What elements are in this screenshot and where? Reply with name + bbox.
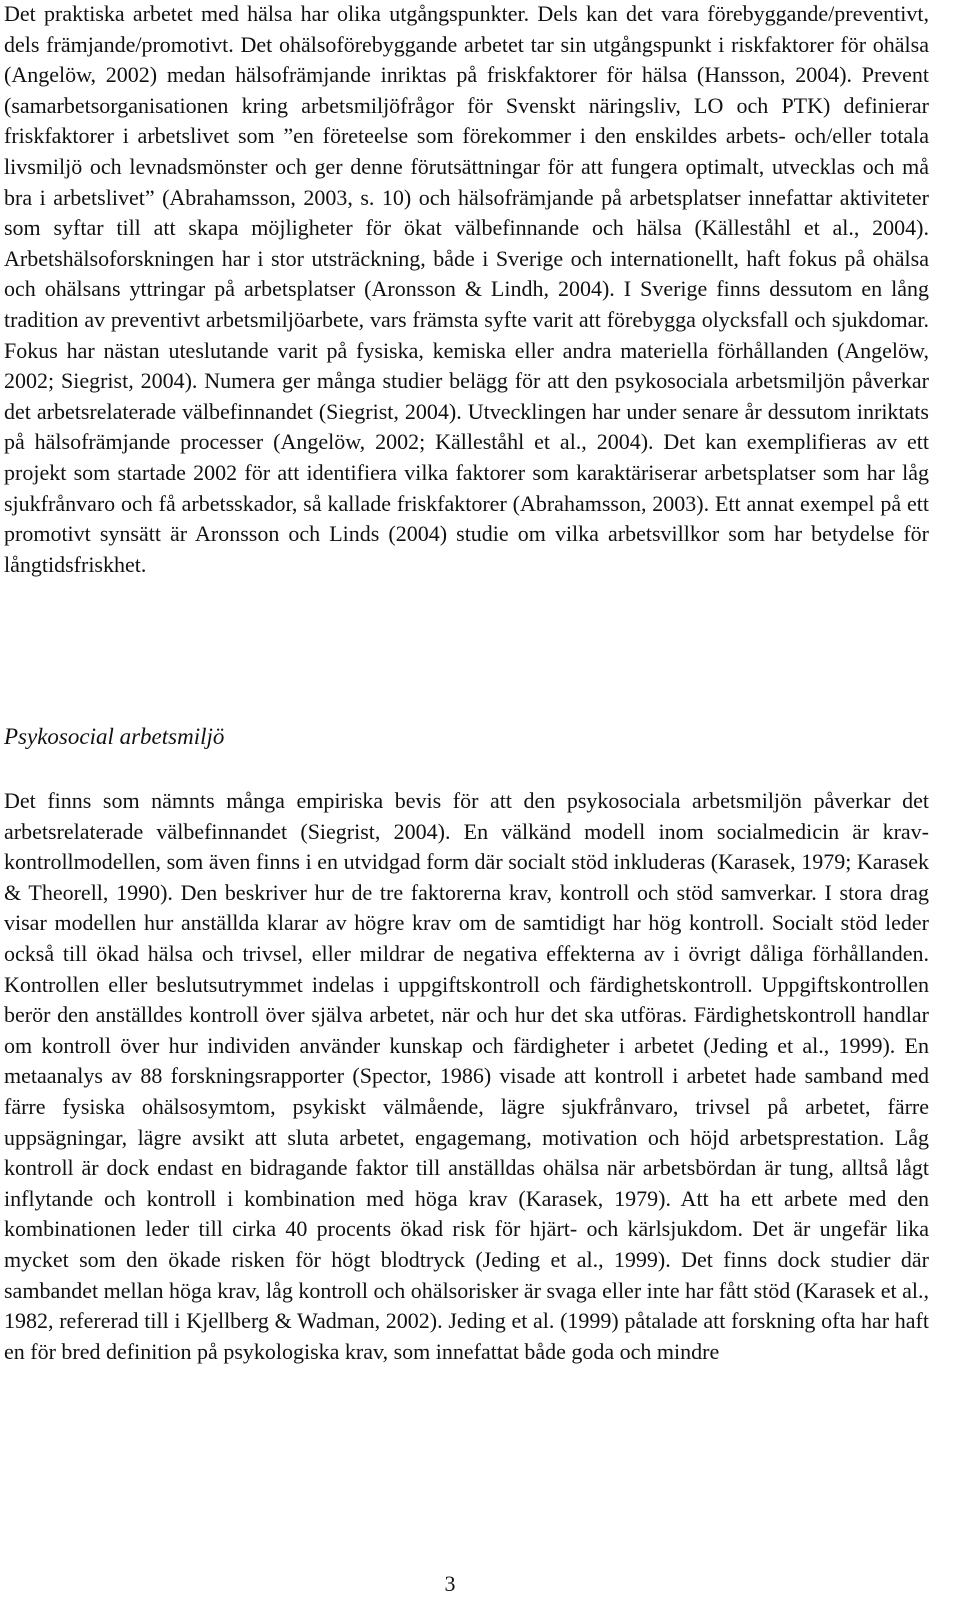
body-paragraph-health-work: Det praktiska arbetet med hälsa har olika utgångspunkter. Dels kan det vara förebyggande/preventivt, dels främjande/promotivt. Det ohälsoförebyggande arbetet tar sin utgångspunkt i riskfaktorer för ohälsa (Angelöw, 2002) medan hälsofrämjande inriktas på friskfaktorer för hälsa (Hansson, 2004). Prevent (samarbetsorganisationen kring arbetsmiljöfrågor för Svenskt näringsliv, LO och PTK) definierar friskfaktorer i arbetslivet som ”en företeelse som förekommer i den enskildes arbets- och/eller totala livsmiljö och levnadsmönster och ger denne förutsättningar för att fungera optimalt, utvecklas och må bra i arbetslivet” (Abrahamsson, 2003, s. 10) och hälsofrämjande på arbetsplatser innefattar aktiviteter som syftar till att skapa möjligheter för ökat välbefinnande och hälsa (Källeståhl et al., 2004). Arbetshälsoforskningen har i stor utsträckning, både i Sverige och internationellt, haft fokus på ohälsa och ohälsans yttringar på arbetsplatser (Aronsson & Lindh, 2004). I Sverige finns dessutom en lång tradition av preventivt arbetsmiljöarbete, vars främsta syfte varit att förebygga olycksfall och sjukdomar. Fokus har nästan uteslutande varit på fysiska, kemiska eller andra materiella förhållanden (Angelöw, 2002; Siegrist, 2004). Numera ger många studier belägg för att den psykosociala arbetsmiljön påverkar det arbetsrelaterade välbefinnandet (Siegrist, 2004). Utvecklingen har under senare år dessutom inriktats på hälsofrämjande processer (Angelöw, 2002; Källeståhl et al., 2004). Det kan exemplifieras av ett projekt som startade 2002 för att identifiera vilka faktorer som karaktäriserar arbetsplatser som har låg sjukfrånvaro och få arbetsskador, så kallade friskfaktorer (Abrahamsson, 2003). Ett annat exempel på ett promotivt synsätt är Aronsson och Linds (2004) studie om vilka arbetsvillkor som har betydelse för långtidsfriskhet. [4,1,929,577]
section-heading: Psykosocial arbetsmiljö [4,724,225,749]
page-number: 3 [444,1571,456,1596]
body-paragraph-psychosocial: Det finns som nämnts många empiriska bevis för att den psykosociala arbetsmiljön påverkar det arbetsrelaterade välbefinnandet (Siegrist, 2004). En välkänd modell inom socialmedicin är krav-kontrollmodellen, som även finns i en utvidgad form där socialt stöd inkluderas (Karasek, 1979; Karasek & Theorell, 1990). Den beskriver hur de tre faktorerna krav, kontroll och stöd samverkar. I stora drag visar modellen hur anställda klarar av högre krav om de samtidigt har hög kontroll. Socialt stöd leder också till ökad hälsa och trivsel, eller mildrar de negativa effekterna av i övrigt dåliga förhållanden. Kontrollen eller beslutsutrymmet indelas i uppgiftskontroll och färdighetskontroll. Uppgiftskontrollen berör den anställdes kontroll över själva arbetet, när och hur det ska utföras. Färdighetskontroll handlar om kontroll över hur individen använder kunskap och färdigheter i arbetet (Jeding et al., 1999). En metaanalys av 88 forskningsrapporter (Spector, 1986) visade att kontroll i arbetet hade samband med färre fysiska ohälsosymtom, psykiskt välmående, lägre sjukfrånvaro, trivsel på arbetet, färre uppsägningar, lägre avsikt att sluta arbetet, engagemang, motivation och höjd arbetsprestation. Låg kontroll är dock endast en bidragande faktor till anställdas ohälsa när arbetsbördan är tung, alltså lågt inflytande och kontroll i kombination med höga krav (Karasek, 1979). Att ha ett arbete med den kombinationen leder till cirka 40 procents ökad risk för hjärt- och kärlsjukdom. Det är ungefär lika mycket som den ökade risken för högt blodtryck (Jeding et al., 1999). Det finns dock studier där sambandet mellan höga krav, låg kontroll och ohälsorisker är svaga eller inte har fått stöd (Karasek et al., 1982, refererad till i Kjellberg & Wadman, 2002). Jeding et al. (1999) påtalade att forskning ofta har haft en för bred definition på psykologiska krav, som innefattat både goda och mindre [4,788,929,1364]
